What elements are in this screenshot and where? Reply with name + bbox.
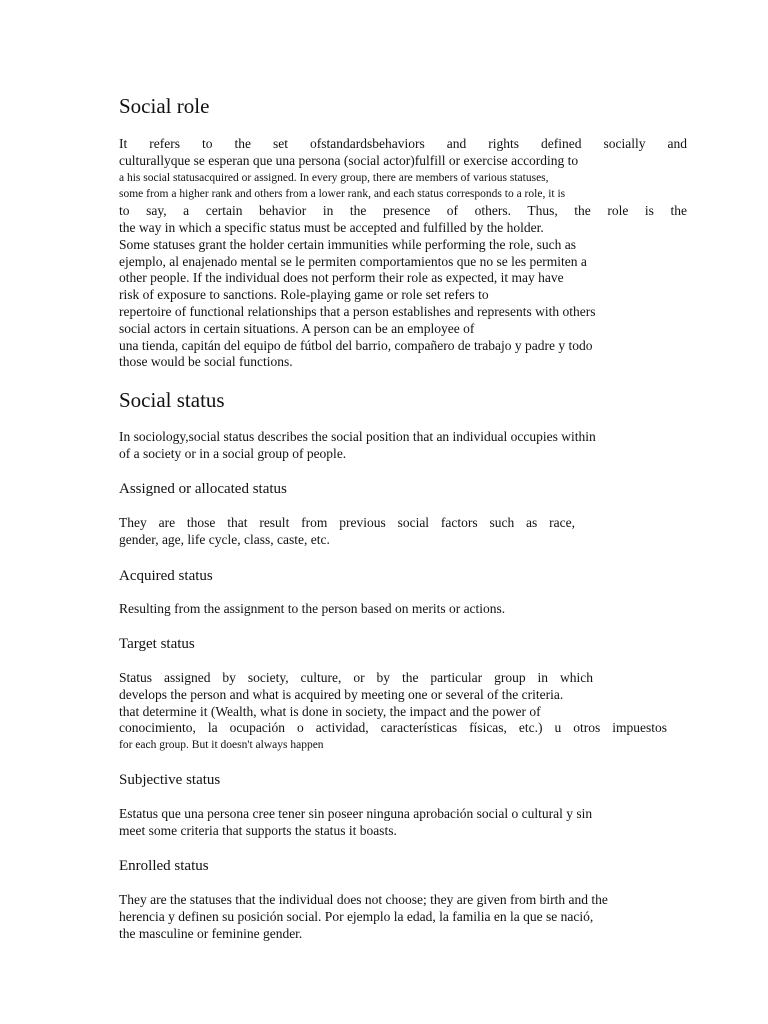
text-line: repertoire of functional relationships that a person establishes and represents with others <box>119 303 596 319</box>
paragraph-target-status <box>119 670 687 754</box>
text-line: social actors in certain situations. A person can be an employee of <box>119 320 475 336</box>
text-line: gender, age, life cycle, class, caste, etc. <box>119 531 330 547</box>
text-line: to say, a certain behavior in the presence of others. Thus, the role is the <box>119 203 687 219</box>
text-line: They are the statuses that the individual does not choose; they are given from birth and the <box>119 892 608 907</box>
text-line: the way in which a specific status must be accepted and fulfilled by the holder. <box>119 219 544 235</box>
text-line: It refers to the set ofstandardsbehaviors and rights defined socially and <box>119 136 687 151</box>
text-line: some from a higher rank and others from a lower rank, and each status corresponds to a role, it is <box>119 188 566 201</box>
paragraph-acquired-status <box>119 601 687 618</box>
text-line: other people. If the individual does not perform their role as expected, it may have <box>119 270 564 286</box>
text-line: that determine it (Wealth, what is done in society, the impact and the power of <box>119 703 541 719</box>
section-heading-enrolled-status: Enrolled status <box>119 858 209 874</box>
paragraph-social-role <box>119 136 687 371</box>
section-heading-social-role: Social role <box>119 94 210 118</box>
paragraph-enrolled-status <box>119 892 687 942</box>
text-line: develops the person and what is acquired by meeting one or several of the criteria. <box>119 686 564 702</box>
section-heading-social-status: Social status <box>119 388 225 412</box>
text-line: Some statuses grant the holder certain immunities while performing the role, such as <box>119 236 577 252</box>
text-line: culturallyque se esperan que una persona (social actor)fulfill or exercise according to <box>119 152 579 168</box>
text-line: a his social statusacquired or assigned. In every group, there are members of various statuses, <box>119 171 549 184</box>
text-line: conocimiento, la ocupación o actividad, características físicas, etc.) u otros impuestos <box>119 720 667 736</box>
section-heading-target-status: Target status <box>119 636 195 652</box>
text-line: ejemplo, al enajenado mental se le permiten comportamientos que no se les permiten a <box>119 253 587 269</box>
text-line: herencia y definen su posición social. Por ejemplo la edad, la familia en la que se nació, <box>119 908 594 924</box>
text-line: risk of exposure to sanctions. Role-playing game or role set refers to <box>119 287 489 303</box>
paragraph-subjective-status <box>119 806 687 840</box>
text-line: those would be social functions. <box>119 354 293 370</box>
text-line: Resulting from the assignment to the person based on merits or actions. <box>119 601 506 616</box>
paragraph-assigned-status <box>119 515 687 549</box>
text-line: In sociology,social status describes the social position that an individual occupies within <box>119 429 596 444</box>
text-line: una tienda, capitán del equipo de fútbol del barrio, compañero de trabajo y padre y todo <box>119 337 593 353</box>
section-heading-subjective-status: Subjective status <box>119 772 221 788</box>
text-line: meet some criteria that supports the status it boasts. <box>119 822 397 838</box>
text-line: for each group. But it doesn't always happen <box>119 739 324 752</box>
text-line: They are those that result from previous social factors such as race, <box>119 515 575 530</box>
text-line: Status assigned by society, culture, or by the particular group in which <box>119 670 593 685</box>
paragraph-social-status <box>119 429 687 463</box>
text-line: Estatus que una persona cree tener sin poseer ninguna aprobación social o cultural y sin <box>119 806 593 821</box>
section-heading-acquired-status: Acquired status <box>119 568 213 584</box>
section-heading-assigned-status: Assigned or allocated status <box>119 481 287 497</box>
text-line: the masculine or feminine gender. <box>119 925 303 941</box>
text-line: of a society or in a social group of people. <box>119 445 347 461</box>
